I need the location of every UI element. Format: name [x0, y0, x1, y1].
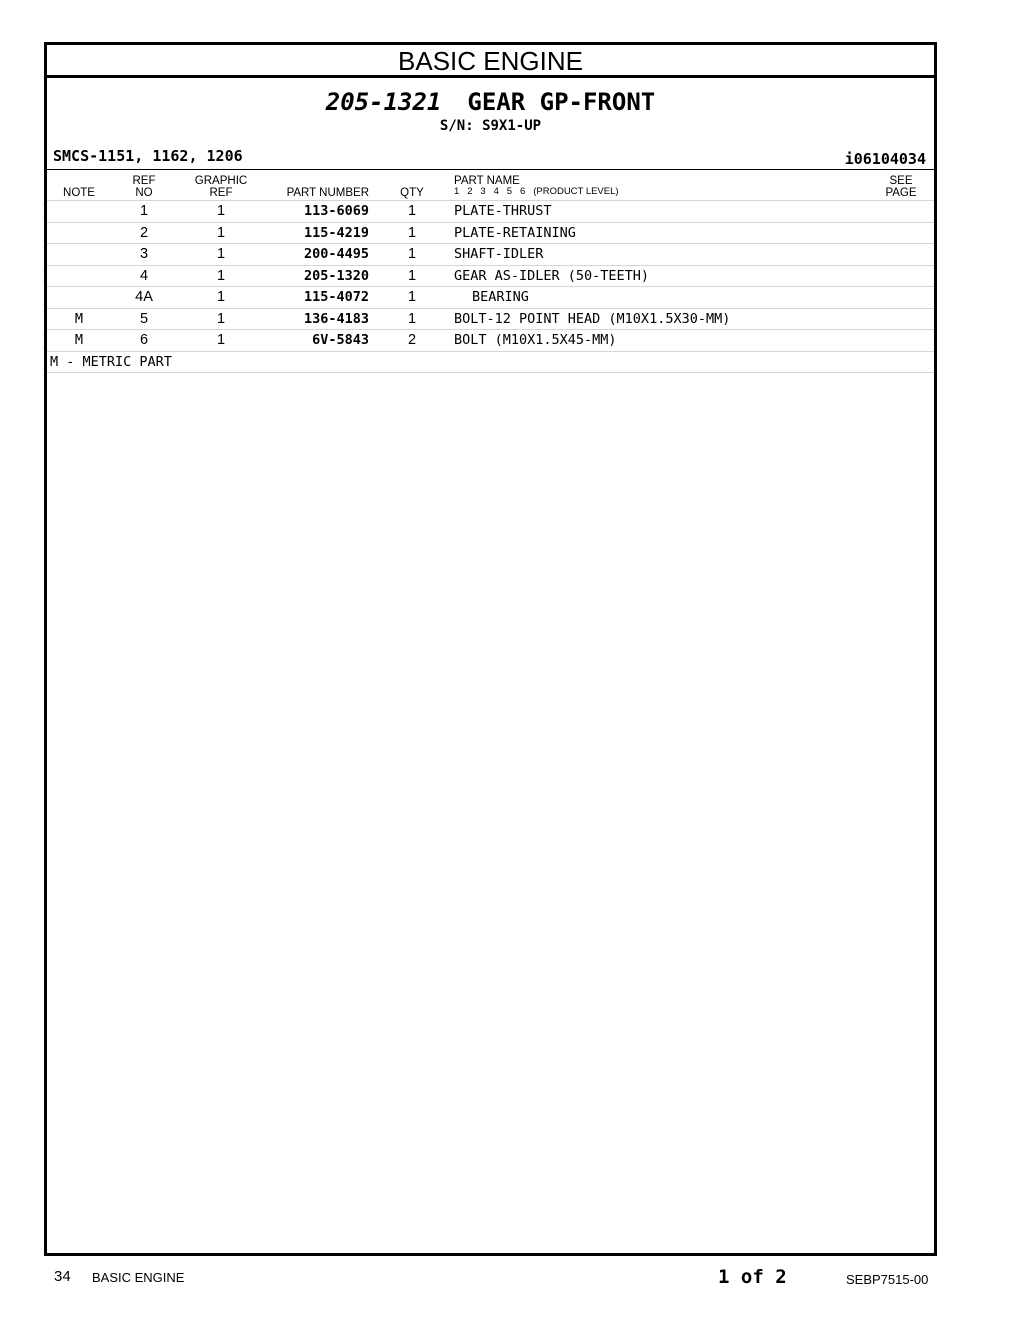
ref-cell: 3: [139, 246, 149, 262]
qty-cell: 1: [407, 310, 417, 327]
part-number-cell: 113-6069: [303, 203, 369, 219]
serial-number: S/N: S9X1-UP: [439, 118, 542, 134]
table-row: [47, 243, 934, 265]
table-row: [47, 308, 934, 330]
qty-cell: 1: [407, 267, 417, 284]
footer-document-number: SEBP7515-00: [846, 1272, 929, 1287]
part-number-cell: 200-4495: [303, 246, 369, 262]
ref-cell: 4: [139, 267, 149, 284]
part-number-cell: 115-4219: [303, 224, 369, 241]
table-row: [47, 222, 934, 244]
part-number-cell: 115-4072: [303, 289, 369, 305]
part-name-cell: BOLT (M10X1.5X45-MM): [454, 332, 617, 348]
table-row: [47, 329, 934, 351]
col-part-number-header: PART NUMBER: [286, 187, 369, 199]
qty-cell: 1: [407, 224, 417, 241]
group-heading: [47, 87, 934, 117]
metric-part-footnote: M - METRIC PART: [47, 351, 934, 373]
graphic-ref-cell: 1: [216, 203, 226, 219]
part-name-cell: BOLT-12 POINT HEAD (M10X1.5X30-MM): [454, 310, 731, 327]
graphic-ref-cell: 1: [216, 310, 226, 327]
ref-cell: 2: [139, 224, 149, 241]
col-note-header: NOTE: [63, 187, 95, 199]
qty-cell: 1: [407, 203, 417, 219]
parts-table: [47, 200, 934, 373]
graphic-ref-cell: 1: [216, 332, 226, 348]
part-number-cell: 6V-5843: [312, 332, 369, 348]
part-name-cell: SHAFT-IDLER: [454, 246, 544, 262]
col-ref-header-top: REF: [132, 175, 156, 187]
graphic-ref-cell: 1: [216, 267, 226, 284]
ref-cell: 6: [139, 332, 149, 348]
graphic-ref-cell: 1: [216, 246, 226, 262]
table-row: [47, 200, 934, 222]
col-graphic-ref-header-bottom: REF: [209, 187, 233, 199]
qty-cell: 1: [407, 289, 417, 305]
col-ref-header-bottom: NO: [135, 187, 153, 199]
note-cell: M: [74, 310, 84, 327]
ref-cell: 5: [139, 310, 149, 327]
col-qty-header: QTY: [400, 187, 424, 199]
footer-page-number: 34: [54, 1268, 71, 1285]
smcs-codes: SMCS-1151, 1162, 1206: [53, 147, 243, 165]
table-row: [47, 286, 934, 308]
graphic-ref-cell: 1: [216, 224, 226, 241]
part-name-cell: BEARING: [472, 289, 529, 305]
header-rule: [47, 169, 934, 170]
col-see-page-header-bottom: PAGE: [885, 187, 917, 199]
part-name-cell: GEAR AS-IDLER (50-TEETH): [454, 267, 650, 284]
footer-section-name: BASIC ENGINE: [92, 1270, 185, 1285]
parts-page-frame: [44, 42, 937, 1256]
section-title: BASIC ENGINE: [47, 45, 934, 78]
graphic-ref-cell: 1: [216, 289, 226, 305]
ref-cell: 1: [139, 203, 149, 219]
part-name-cell: PLATE-THRUST: [454, 203, 552, 219]
product-level-header: 1 2 3 4 5 6 (PRODUCT LEVEL): [454, 186, 619, 197]
col-see-page-header-top: SEE: [889, 175, 913, 187]
part-number-cell: 136-4183: [303, 310, 369, 327]
col-graphic-ref-header-top: GRAPHIC: [194, 175, 248, 187]
ref-cell: 4A: [135, 289, 153, 305]
qty-cell: 2: [407, 332, 417, 348]
group-part-number: 205-1321: [325, 88, 442, 116]
qty-cell: 1: [407, 246, 417, 262]
note-cell: M: [74, 332, 84, 348]
footer-page-count: 1 of 2: [718, 1266, 787, 1288]
table-row: [47, 265, 934, 287]
part-name-cell: PLATE-RETAINING: [454, 224, 576, 241]
col-part-name-header: PART NAME: [454, 175, 520, 187]
group-name: GEAR GP-FRONT: [467, 88, 656, 116]
part-number-cell: 205-1320: [303, 267, 369, 284]
illustration-id: i06104034: [844, 150, 926, 168]
